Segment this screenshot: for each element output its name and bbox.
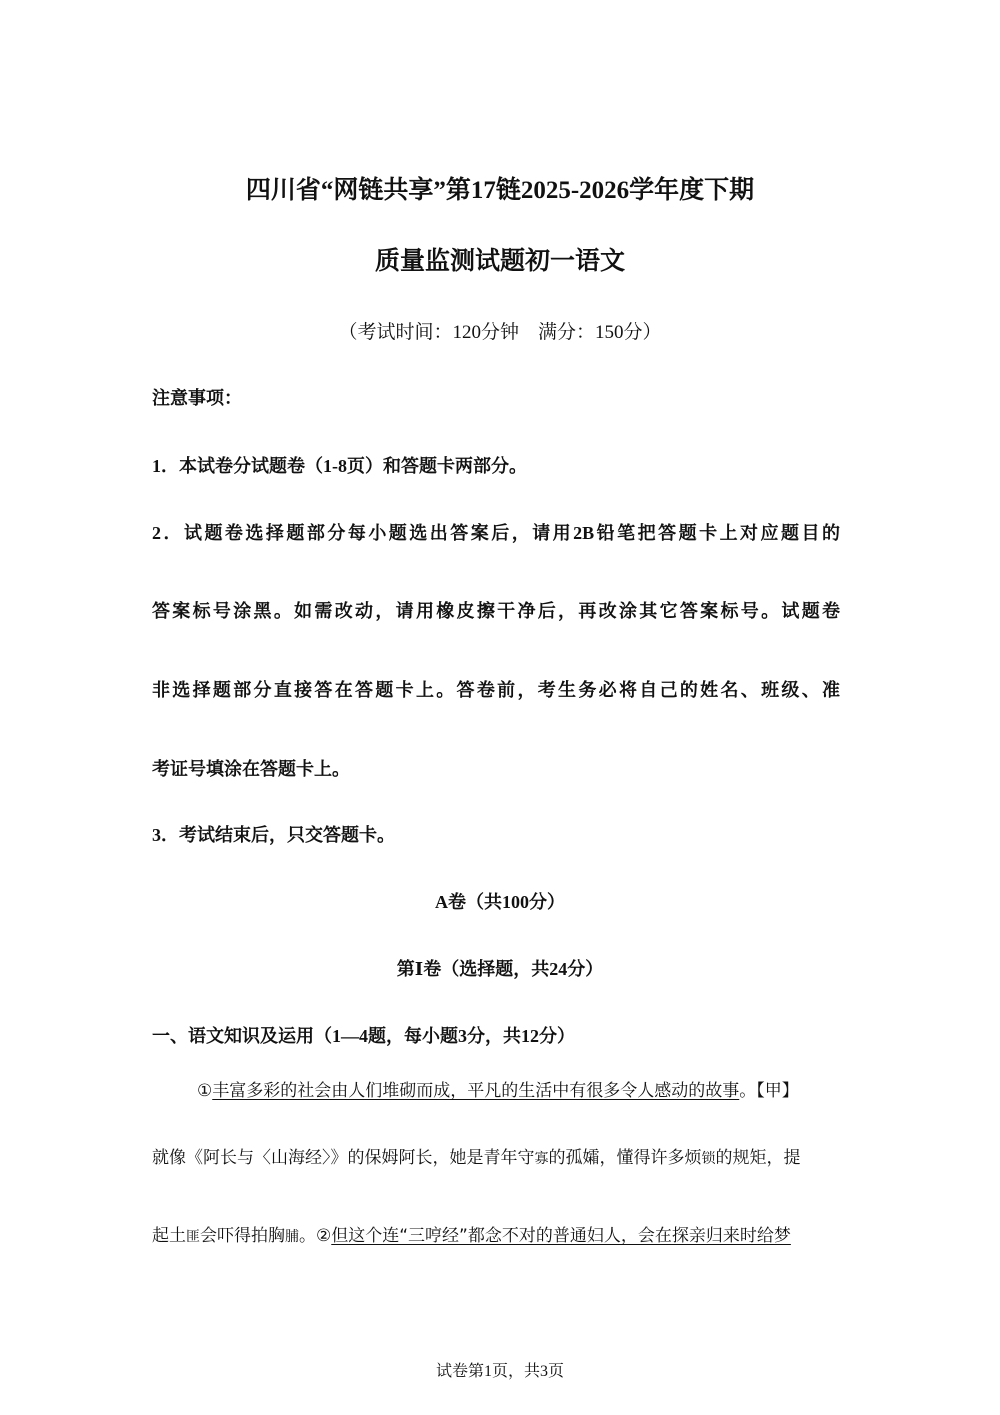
- passage-text: 会吓得拍胸: [200, 1226, 285, 1246]
- passage-text: 的规矩，提: [715, 1148, 801, 1168]
- part-one-heading: 第Ⅰ卷（选择题，共24分）: [396, 959, 604, 979]
- section-one-heading: 一、语文知识及运用（1—4题，每小题3分，共12分）: [152, 1026, 575, 1046]
- passage-text: 就像《阿长与〈山海经〉》的保姆阿长，她是青年守: [152, 1148, 535, 1168]
- exam-title-line-1: 四川省“网链共享”第17链2025-2026学年度下期: [245, 177, 755, 204]
- passage-text: 起土: [152, 1226, 186, 1246]
- passage-line-1: [197, 1076, 799, 1101]
- notice-item-2-line-1: 2．试题卷选择题部分每小题选出答案后，请用2B铅笔把答题卡上对应题目的: [152, 523, 840, 543]
- notice-item-2-line-2: 答案标号涂黑。如需改动，请用橡皮擦干净后，再改涂其它答案标号。试题卷: [152, 601, 840, 621]
- notice-item-1: 1．本试卷分试题卷（1-8页）和答题卡两部分。: [152, 456, 527, 476]
- passage-text: 的孤孀，懂得许多烦: [548, 1148, 702, 1168]
- underlined-sentence-1: 丰富多彩的社会由人们堆砌而成，平凡的生活中有很多令人感动的故事: [212, 1081, 740, 1101]
- exam-title-line-2: 质量监测试题初一语文: [374, 248, 625, 275]
- notice-item-2-line-3: 非选择题部分直接答在答题卡上。答卷前，考生务必将自己的姓名、班级、准: [152, 680, 840, 700]
- passage-line-2: [152, 1143, 801, 1168]
- small-char-suo: 锁: [701, 1151, 716, 1167]
- small-char-gua: 寡: [534, 1151, 549, 1167]
- exam-info: （考试时间：120分钟 满分：150分）: [338, 322, 662, 343]
- small-char-fei: 匪: [186, 1229, 200, 1245]
- notice-item-2-line-4: 考证号填涂在答题卡上。: [152, 759, 350, 779]
- passage-line-1-end: 。【甲】: [739, 1081, 799, 1101]
- small-char-pu: 脯: [285, 1229, 299, 1245]
- notice-item-3: 3．考试结束后，只交答题卡。: [152, 825, 395, 845]
- underlined-sentence-2: 但这个连“三哼经”都念不对的普通妇人，会在探亲归来时给梦: [331, 1226, 791, 1246]
- volume-a-heading: A卷（共100分）: [435, 892, 565, 912]
- passage-text: 。②: [299, 1226, 332, 1246]
- page-footer: 试卷第1页，共3页: [435, 1363, 564, 1380]
- passage-line-3: [152, 1221, 791, 1246]
- circled-number-1: ①: [197, 1081, 213, 1101]
- notice-heading: 注意事项：: [152, 388, 242, 408]
